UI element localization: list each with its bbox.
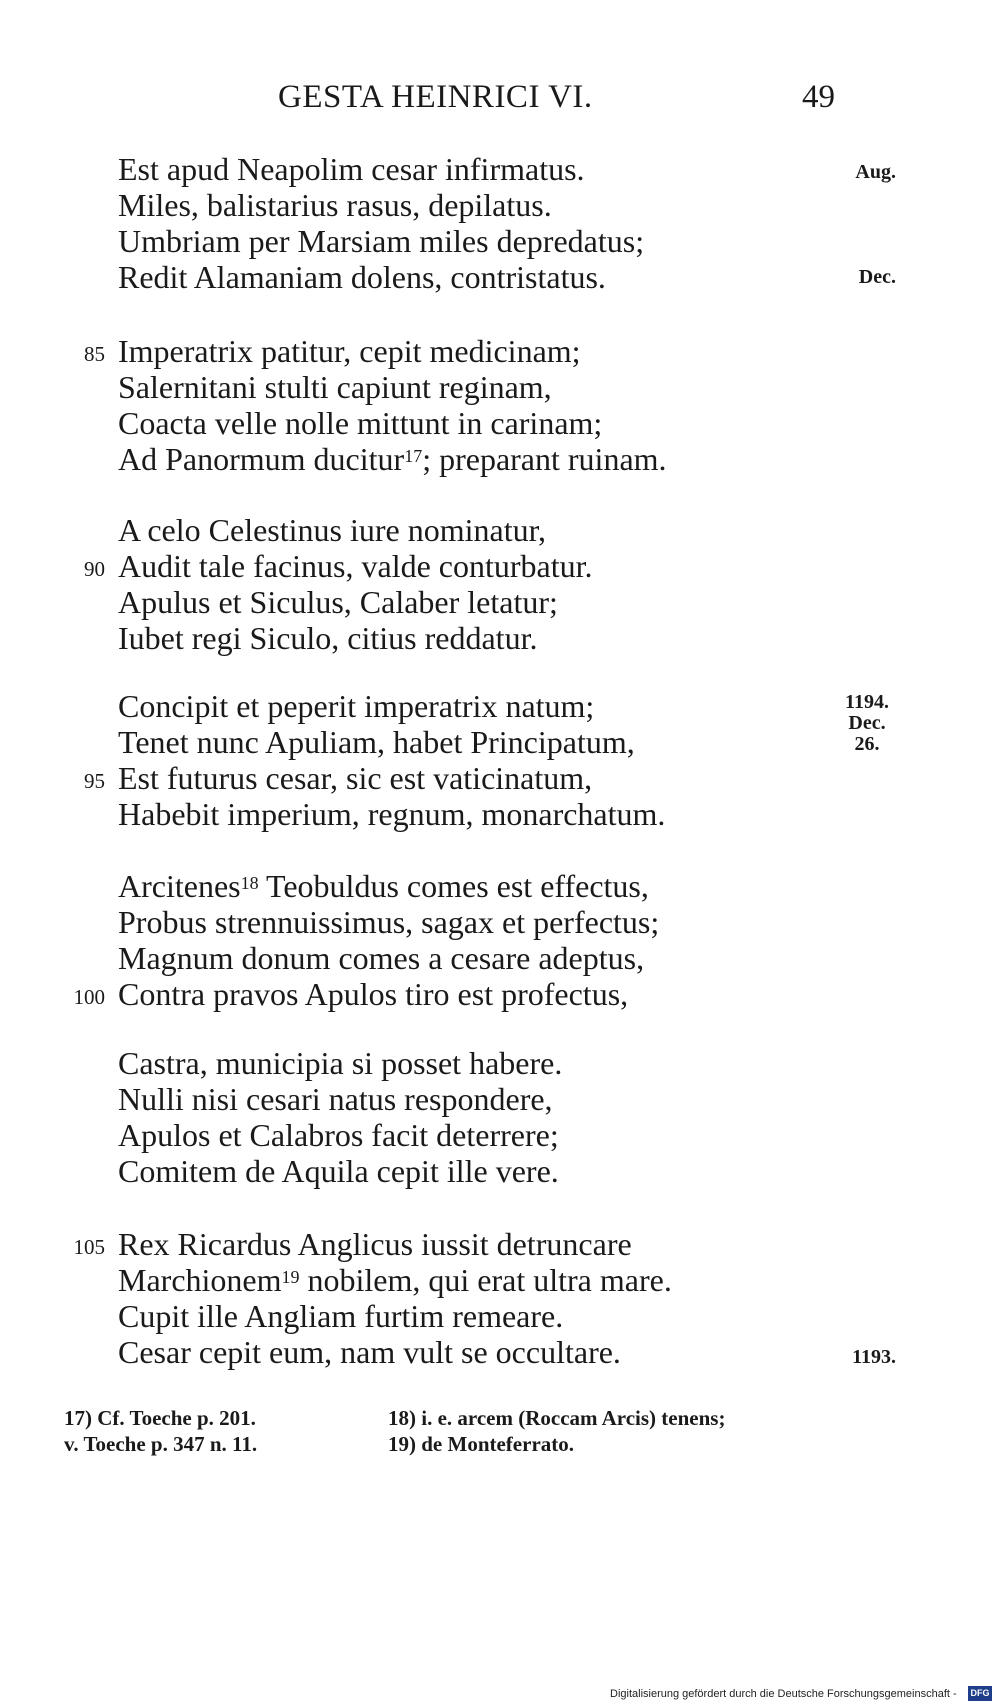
verse-line [0, 441, 1000, 477]
verse-line [0, 1226, 1000, 1262]
verse-line [0, 1262, 1000, 1298]
verse-line [0, 940, 1000, 976]
verse-text: Nulli nisi cesari natus respondere, [118, 1081, 553, 1117]
verse-text: Cesar cepit eum, nam vult se occultare. [118, 1334, 621, 1370]
verse-line [0, 548, 1000, 584]
verse-text: Miles, balistarius rasus, depilatus. [118, 187, 552, 223]
footnote-19: 19) de Monteferrato. [388, 1432, 575, 1456]
verse-text: Apulos et Calabros facit deterrere; [118, 1117, 559, 1153]
footnote-ref: 19 [281, 1267, 300, 1287]
margin-month: Dec. [848, 712, 886, 734]
verse-text: Concipit et peperit imperatrix natum; [118, 688, 595, 724]
margin-year: 1194. [845, 691, 889, 713]
verse-line [0, 620, 1000, 656]
verse-text: Tenet nunc Apuliam, habet Principatum, [118, 724, 635, 760]
verse-line [0, 976, 1000, 1012]
margin-date-1194 [832, 692, 902, 755]
footnote-17: 17) Cf. Toeche p. 201. [64, 1406, 256, 1430]
verse-text: Imperatrix patitur, cepit medicinam; [118, 333, 581, 369]
verse-text: Comitem de Aquila cepit ille vere. [118, 1153, 559, 1189]
verse-text: Salernitani stulti capiunt reginam, [118, 369, 552, 405]
margin-date-1193: 1193. [852, 1346, 896, 1368]
dfg-logo-icon: DFG [968, 1686, 992, 1701]
footnote-17-continued: v. Toeche p. 347 n. 11. [64, 1432, 258, 1456]
verse-line [0, 1153, 1000, 1189]
line-number: 95 [84, 769, 105, 793]
verse-line [0, 1081, 1000, 1117]
footnotes-left-column [64, 1405, 257, 1457]
margin-date-dec: Dec. [858, 266, 896, 288]
page-number: 49 [802, 79, 835, 115]
verse-text: Marchionem$^{19}$ nobilem, qui erat ultra mare. [118, 1262, 672, 1298]
stanza-5 [0, 868, 1000, 1012]
margin-day: 26. [854, 733, 880, 755]
verse-text: Est apud Neapolim cesar infirmatus. [118, 151, 585, 187]
verse-line [0, 904, 1000, 940]
verse-line [0, 1298, 1000, 1334]
verse-text: Cupit ille Angliam furtim remeare. [118, 1298, 564, 1334]
verse-line [0, 369, 1000, 405]
verse-text: Rex Ricardus Anglicus iussit detruncare [118, 1226, 632, 1262]
verse-line [0, 151, 1000, 187]
margin-date-aug: Aug. [855, 161, 896, 183]
verse-text: Contra pravos Apulos tiro est profectus, [118, 976, 629, 1012]
digitization-credit: Digitalisierung gefördert durch die Deutsche Forschungsgemeinschaft - [610, 1688, 957, 1700]
verse-line [0, 868, 1000, 904]
verse-line [0, 584, 1000, 620]
verse-text: Iubet regi Siculo, citius reddatur. [118, 620, 538, 656]
footnotes-right-column [388, 1405, 725, 1457]
verse-text: A celo Celestinus iure nominatur, [118, 512, 546, 548]
verse-text: Audit tale facinus, valde conturbatur. [118, 548, 593, 584]
footnote-ref: 17 [404, 446, 423, 466]
verse-text: Castra, municipia si posset habere. [118, 1045, 563, 1081]
verse-line [0, 259, 1000, 295]
verse-line [0, 760, 1000, 796]
verse-text: Habebit imperium, regnum, monarchatum. [118, 796, 666, 832]
stanza-6 [0, 1045, 1000, 1189]
verse-line [0, 1117, 1000, 1153]
line-number: 100 [73, 985, 105, 1009]
stanza-1 [0, 151, 1000, 295]
line-number: 85 [84, 342, 105, 366]
stanza-2 [0, 333, 1000, 477]
verse-line [0, 223, 1000, 259]
verse-line [0, 796, 1000, 832]
running-title: GESTA HEINRICI VI. [278, 79, 593, 115]
verse-text: Est futurus cesar, sic est vaticinatum, [118, 760, 593, 796]
verse-line [0, 405, 1000, 441]
verse-text: Coacta velle nolle mittunt in carinam; [118, 405, 603, 441]
line-number: 105 [73, 1235, 105, 1259]
footnote-ref: 18 [240, 873, 259, 893]
verse-line [0, 512, 1000, 548]
verse-text: Redit Alamaniam dolens, contristatus. [118, 259, 606, 295]
line-number: 90 [84, 557, 105, 581]
verse-line [0, 333, 1000, 369]
footnote-18: 18) i. e. arcem (Roccam Arcis) tenens; [388, 1406, 726, 1430]
verse-line [0, 1334, 1000, 1370]
verse-text: Magnum donum comes a cesare adeptus, [118, 940, 645, 976]
verse-line [0, 1045, 1000, 1081]
stanza-3 [0, 512, 1000, 656]
verse-text: Arcitenes$^{18}$ Teobuldus comes est effectus, [118, 868, 649, 904]
verse-text: Ad Panormum ducitur$^{17}$; preparant ruinam. [118, 441, 667, 477]
verse-text: Umbriam per Marsiam miles depredatus; [118, 223, 645, 259]
verse-text: Apulus et Siculus, Calaber letatur; [118, 584, 558, 620]
verse-text: Probus strennuissimus, sagax et perfectus; [118, 904, 660, 940]
verse-line [0, 187, 1000, 223]
stanza-7 [0, 1226, 1000, 1370]
